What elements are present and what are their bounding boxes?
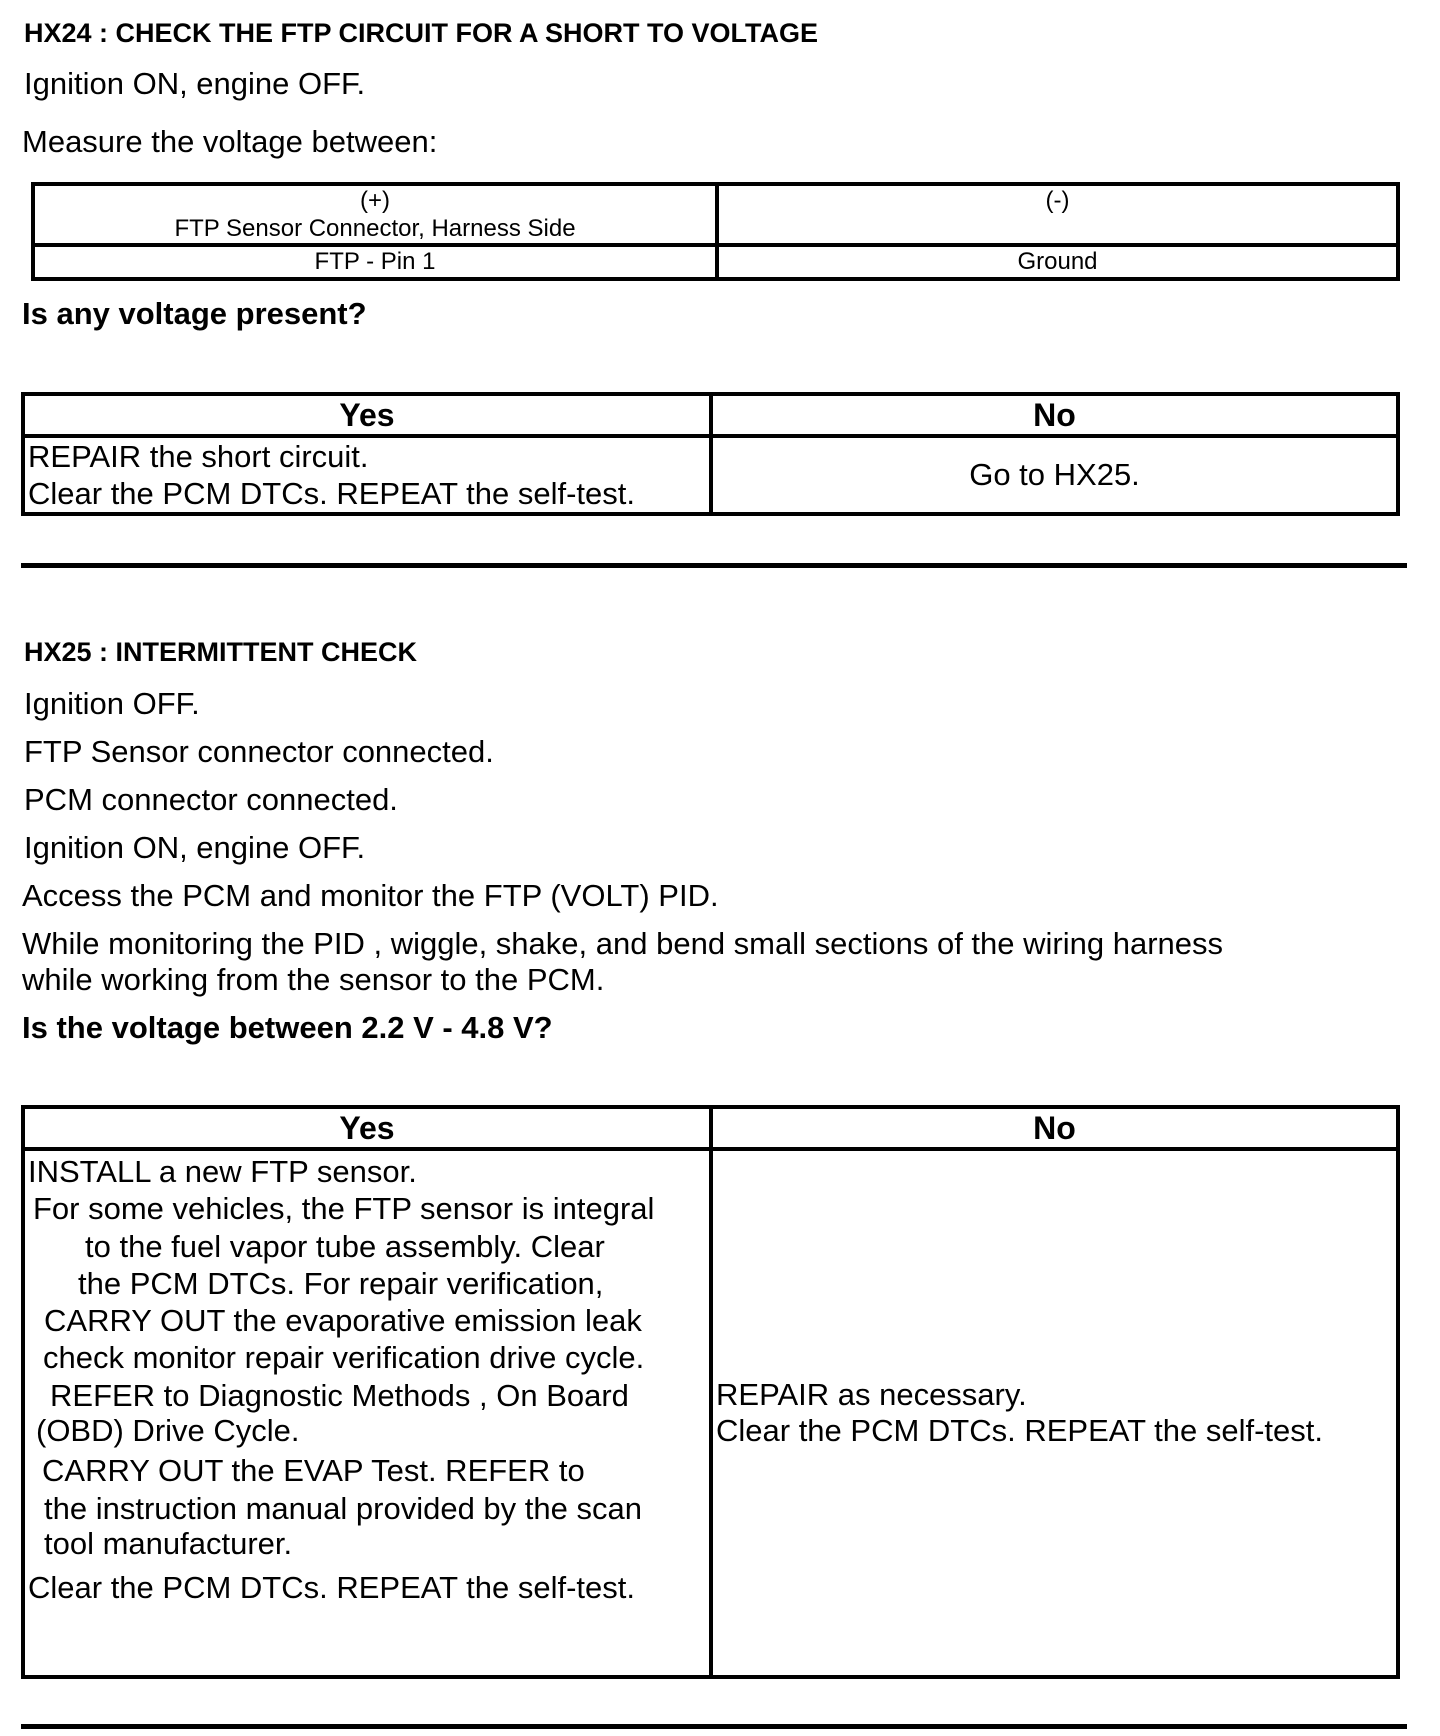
hx25-no-action	[711, 1149, 1398, 1677]
hx25-yes-line: Clear the PCM DTCs. REPEAT the self-test.	[28, 1570, 635, 1605]
hx25-step: Ignition ON, engine OFF.	[24, 830, 366, 865]
hx25-yes-line: the PCM DTCs. For repair verification,	[78, 1266, 604, 1301]
hx24-question: Is any voltage present?	[22, 296, 367, 331]
hx25-no-line: Clear the PCM DTCs. REPEAT the self-test.	[716, 1413, 1323, 1448]
hx24-yes-action	[23, 436, 711, 514]
plus-sub-header: FTP Sensor Connector, Harness Side	[174, 215, 576, 242]
hx25-yes-line: For some vehicles, the FTP sensor is integral	[33, 1191, 655, 1226]
hx24-yes-line: REPAIR the short circuit.	[28, 439, 369, 474]
hx25-yes-line: CARRY OUT the evaporative emission leak	[44, 1303, 642, 1338]
hx24-yes-line: Clear the PCM DTCs. REPEAT the self-test.	[28, 476, 635, 511]
hx25-step: PCM connector connected.	[24, 782, 398, 817]
hx25-heading: HX25 : INTERMITTENT CHECK	[24, 637, 418, 667]
hx25-yes-action	[23, 1149, 711, 1677]
hx25-yes-line: INSTALL a new FTP sensor.	[28, 1154, 417, 1189]
section-divider	[21, 563, 1407, 568]
hx25-result-table	[21, 1105, 1400, 1679]
hx25-yes-line: the instruction manual provided by the scan	[44, 1491, 642, 1526]
hx25-yes-line: to the fuel vapor tube assembly. Clear	[85, 1229, 605, 1264]
plus-header-cell	[33, 184, 717, 245]
hx25-yes-line: CARRY OUT the EVAP Test. REFER to	[42, 1453, 585, 1488]
measurement-table	[31, 182, 1400, 281]
hx25-yes-line: tool manufacturer.	[44, 1526, 293, 1561]
hx25-no-line: REPAIR as necessary.	[716, 1377, 1027, 1412]
plus-header: (+)	[360, 187, 390, 214]
hx25-step: Ignition OFF.	[24, 686, 200, 721]
hx25-step: while working from the sensor to the PCM.	[22, 962, 605, 997]
hx25-step: Access the PCM and monitor the FTP (VOLT) PID.	[22, 878, 719, 913]
hx25-no-header: No	[711, 1107, 1398, 1149]
hx24-no-header: No	[711, 394, 1398, 436]
minus-header-cell	[717, 184, 1398, 245]
hx24-step-measure: Measure the voltage between:	[22, 124, 438, 159]
plus-value: FTP - Pin 1	[33, 245, 717, 279]
hx24-heading: HX24 : CHECK THE FTP CIRCUIT FOR A SHORT TO VOLTAGE	[24, 18, 819, 48]
section-divider	[21, 1724, 1407, 1729]
hx25-step: FTP Sensor connector connected.	[24, 734, 494, 769]
hx25-question: Is the voltage between 2.2 V - 4.8 V?	[22, 1010, 553, 1045]
minus-header: (-)	[1045, 187, 1070, 214]
minus-value: Ground	[717, 245, 1398, 279]
hx24-no-action: Go to HX25.	[711, 436, 1398, 514]
hx25-yes-line: check monitor repair verification drive cycle.	[43, 1340, 645, 1375]
hx24-step-ignition: Ignition ON, engine OFF.	[24, 66, 366, 101]
hx25-yes-header: Yes	[23, 1107, 711, 1149]
hx25-yes-line: REFER to Diagnostic Methods , On Board	[50, 1378, 629, 1413]
hx25-step: While monitoring the PID , wiggle, shake, and bend small sections of the wiring harness	[22, 926, 1223, 961]
hx24-result-table	[21, 392, 1400, 516]
hx24-yes-header: Yes	[23, 394, 711, 436]
hx25-yes-line: (OBD) Drive Cycle.	[36, 1413, 300, 1448]
